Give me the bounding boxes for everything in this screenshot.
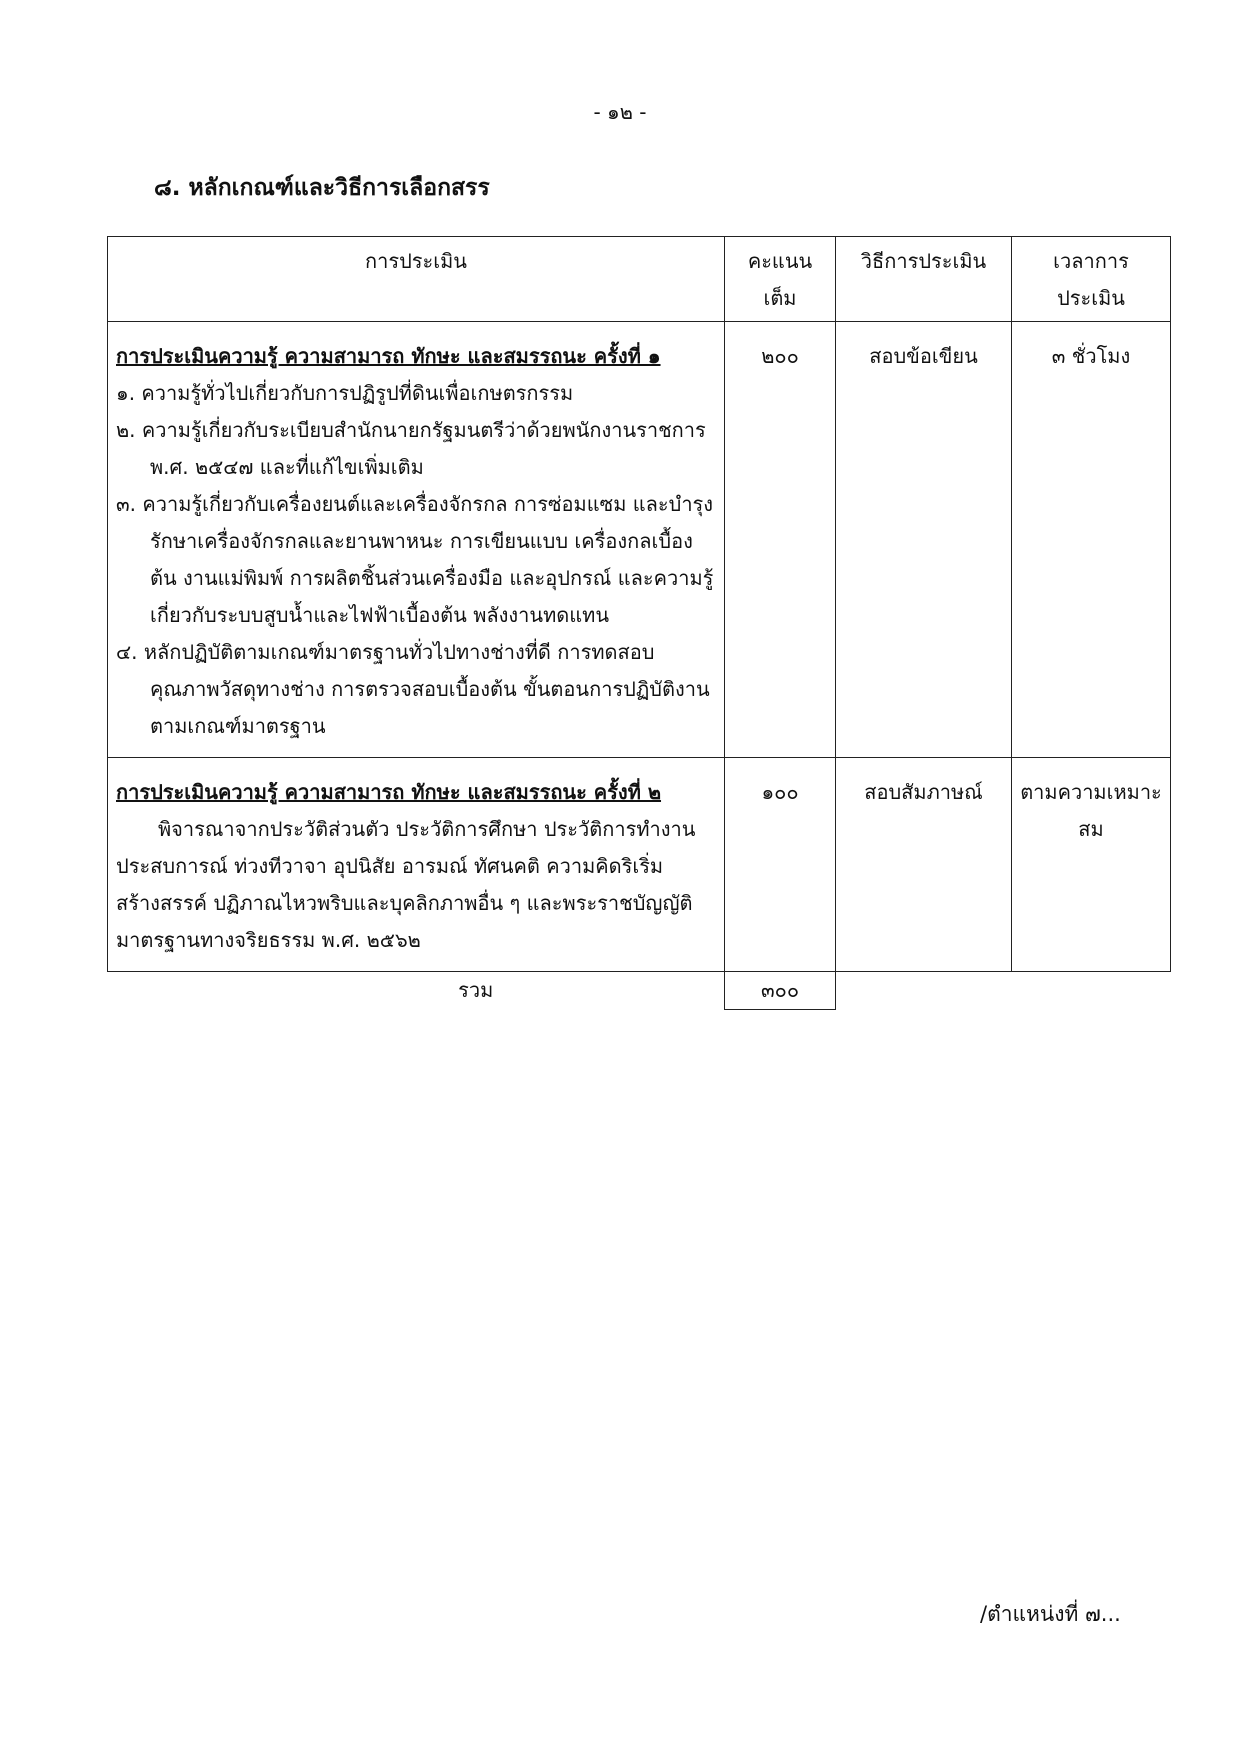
continuation-note: /ตำแหน่งที่ ๗... [980, 1602, 1121, 1626]
total-score: ๓๐๐ [725, 972, 836, 1010]
page-number: - ๑๒ - [593, 100, 647, 124]
duration-cell: ๓ ชั่วโมง [1012, 322, 1171, 758]
header-full-score-line1: คะแนน [747, 249, 813, 273]
evaluation-table [107, 236, 1171, 1010]
list-item: ๒. ความรู้เกี่ยวกับระเบียบสำนักนายกรัฐมนตรีว่าด้วยพนักงานราชการ พ.ศ. ๒๕๔๗ และที่แก้ไขเพิ่มเติม [116, 418, 706, 479]
method-cell: สอบสัมภาษณ์ [836, 758, 1012, 972]
assessment-title: การประเมินความรู้ ความสามารถ ทักษะ และสมรรถนะ ครั้งที่ ๒ [116, 780, 662, 804]
section-heading: ๘. หลักเกณฑ์และวิธีการเลือกสรร [154, 175, 490, 201]
assessment-cell [108, 322, 725, 758]
total-row [108, 972, 1171, 1010]
table-row [108, 758, 1171, 972]
method-cell: สอบข้อเขียน [836, 322, 1012, 758]
total-label: รวม [458, 978, 494, 1002]
assessment-cell [108, 758, 725, 972]
header-duration-line1: เวลาการ [1053, 249, 1129, 273]
score-cell: ๑๐๐ [725, 758, 836, 972]
score-cell: ๒๐๐ [725, 322, 836, 758]
header-duration-line2: ประเมิน [1057, 286, 1125, 310]
assessment-paragraph: พิจารณาจากประวัติส่วนตัว ประวัติการศึกษา ประวัติการทำงาน ประสบการณ์ ท่วงทีวาจา อุปนิสัย อารมณ์ ทัศนคติ ความคิดริเริ่ม สร้างสรรค์ ปฏิภาณไหวพริบและบุคลิกภาพอื่น ๆ และพระราชบัญญัติ มาตรฐานทางจริยธรรม พ.ศ. ๒๕๖๒ [116, 817, 696, 952]
empty-cell [836, 972, 1012, 1010]
table-row [108, 322, 1171, 758]
table-header-row [108, 237, 1171, 322]
header-assessment: การประเมิน [108, 237, 725, 322]
duration-cell: ตามความเหมาะสม [1012, 758, 1171, 972]
header-method: วิธีการประเมิน [836, 237, 1012, 322]
empty-cell [1012, 972, 1171, 1010]
header-full-score [725, 237, 836, 322]
assessment-title: การประเมินความรู้ ความสามารถ ทักษะ และสมรรถนะ ครั้งที่ ๑ [116, 344, 661, 368]
header-duration [1012, 237, 1171, 322]
list-item: ๓. ความรู้เกี่ยวกับเครื่องยนต์และเครื่องจักรกล การซ่อมแซม และบำรุงรักษาเครื่องจักรกลและยานพาหนะ การเขียนแบบ เครื่องกลเบื้องต้น งานแม่พิมพ์ การผลิตชิ้นส่วนเครื่องมือ และอุปกรณ์ และความรู้เกี่ยวกับระบบสูบน้ำและไฟฟ้าเบื้องต้น พลังงานทดแทน [116, 492, 714, 627]
header-full-score-line2: เต็ม [763, 286, 797, 310]
list-item: ๔. หลักปฏิบัติตามเกณฑ์มาตรฐานทั่วไปทางช่างที่ดี การทดสอบ คุณภาพวัสดุทางช่าง การตรวจสอบเบื้องต้น ขั้นตอนการปฏิบัติงาน ตามเกณฑ์มาตรฐาน [116, 640, 710, 738]
list-item: ๑. ความรู้ทั่วไปเกี่ยวกับการปฏิรูปที่ดินเพื่อเกษตรกรรม [116, 381, 574, 405]
